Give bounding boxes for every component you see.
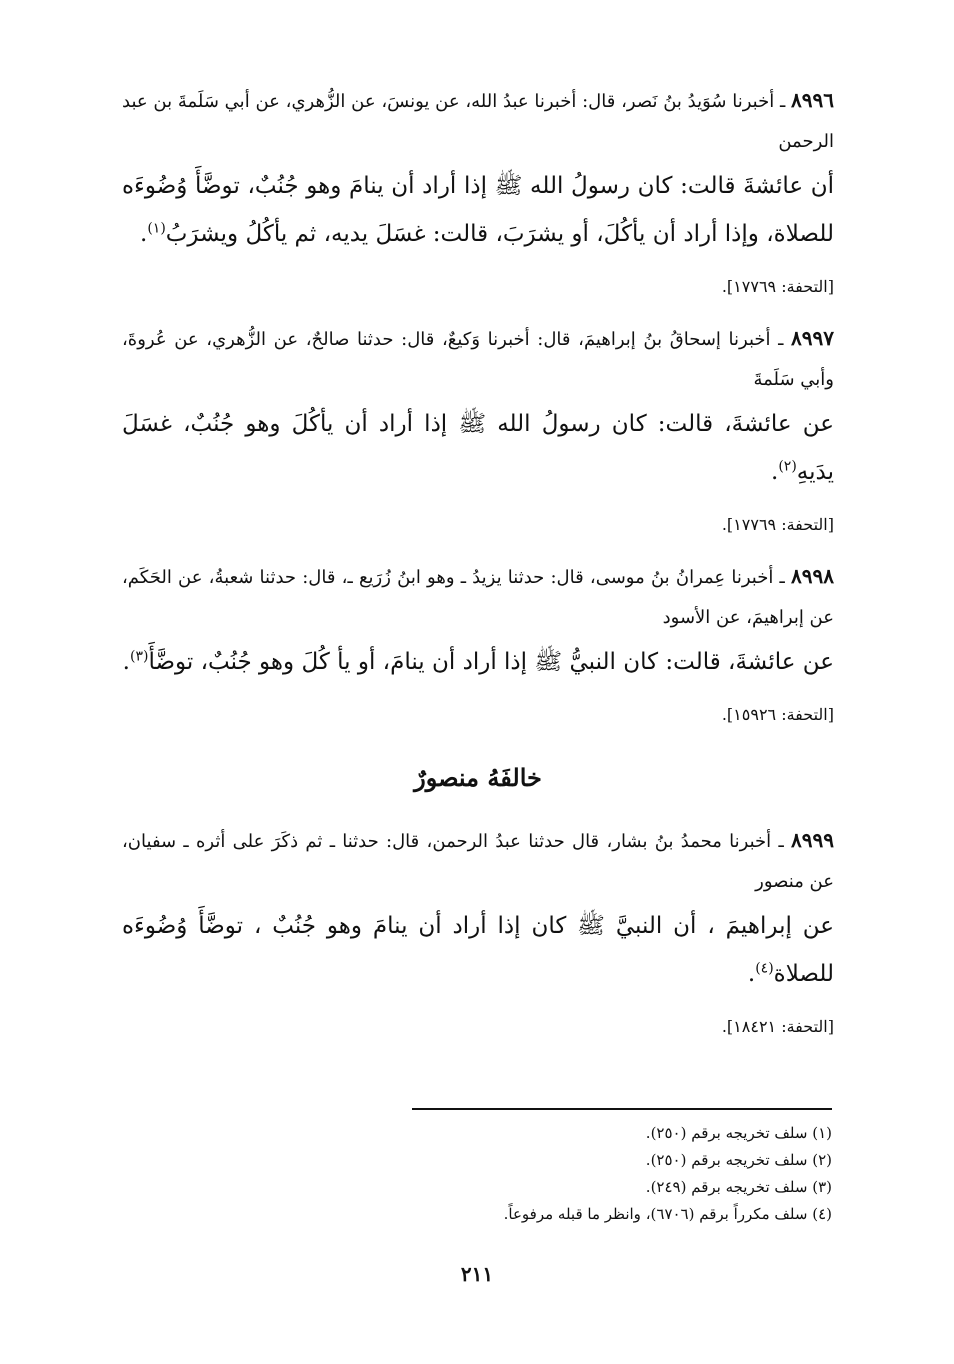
isnad-text: ـ أخبرنا سُوَيدُ بنُ نَصر، قال: أخبرنا عبدُ الله، عن يونسَ، عن الزُّهري، عن أبي سَلَمةَ بن عبد الرحمن	[122, 91, 834, 152]
footnote-2: (٢) سلف تخريجه برقم (٢٥٠).	[645, 1151, 832, 1169]
hadith-number: ٨٩٩٩	[791, 828, 834, 852]
footnote-ref: (٤)	[755, 960, 774, 977]
hadith-8997	[122, 318, 834, 540]
hadith-number: ٨٩٩٨	[791, 564, 834, 588]
hadith-number: ٨٩٩٧	[791, 326, 834, 350]
hadith-matn: أن عائشةَ قالت: كان رسولُ الله ﷺ إذا أراد أن ينامَ وهو جُنُبٌ، توضَّأَ وُضُوءَه للصلاة، وإذا أراد أن يأكُلَ، أو يشرَبَ، قالت: غسَلَ يديه، ثم يأكُلُ ويشرَبُ$^{(١)}$.	[122, 173, 834, 247]
page-number: ٢١١	[460, 1262, 494, 1286]
footnote-ref: (٢)	[778, 458, 797, 475]
matn-text: عن عائشةَ، قالت: كان رسولُ الله ﷺ إذا أراد أن يأكُلَ وهو جُنُبٌ، غسَلَ يدَيهِ	[122, 411, 834, 485]
hadith-matn: عن إبراهيمَ ، أن النبيَّ ﷺ كان إذا أراد أن ينامَ وهو جُنُبٌ ، توضَّأَ وُضُوءَه للصلاة$^{(٤)}$.	[122, 913, 834, 987]
tuhfa-reference: [التحفة: ١٧٧٦٩].	[721, 277, 834, 296]
hadith-8998	[122, 556, 834, 730]
hadith-matn: عن عائشةَ، قالت: كان النبيُّ ﷺ إذا أراد أن ينامَ، أو يأ كُلَ وهو جُنُبٌ، توضَّأَ$^{(٣)}$.	[122, 648, 834, 675]
footnote-ref: (١)	[147, 220, 166, 237]
hadith-isnad	[122, 820, 834, 902]
matn-text: عن عائشةَ، قالت: كان النبيُّ ﷺ إذا أراد أن ينامَ، أو يأ كُلَ وهو جُنُبٌ، توضَّأَ	[148, 649, 834, 675]
tuhfa-reference: [التحفة: ١٧٧٦٩].	[721, 515, 834, 534]
footnotes	[412, 1108, 832, 1228]
footnote-1: (١) سلف تخريجه برقم (٢٥٠).	[645, 1124, 832, 1142]
matn-text: عن إبراهيمَ ، أن النبيَّ ﷺ كان إذا أراد أن ينامَ وهو جُنُبٌ ، توضَّأَ وُضُوءَه للصلاة	[122, 913, 834, 987]
page-body	[122, 80, 834, 1058]
section-heading: خالفَهُ منصورٌ	[414, 763, 542, 792]
hadith-matn: عن عائشةَ، قالت: كان رسولُ الله ﷺ إذا أراد أن يأكُلَ وهو جُنُبٌ، غسَلَ يدَيهِ$^{(٢)}$.	[122, 411, 834, 485]
footnote-4: (٤) سلف مكرراً برقم (٦٧٠٦)، وانظر ما قبله مرفوعاً.	[503, 1205, 832, 1223]
isnad-text: ـ أخبرنا إسحاقُ بنُ إبراهيمَ، قال: أخبرنا وَكيعٌ، قال: حدثنا صالحٌ، عن الزُّهري، عن عُروةَ، وأبي سَلَمةَ	[122, 329, 834, 390]
hadith-number: ٨٩٩٦	[791, 88, 835, 112]
footnote-3: (٣) سلف تخريجه برقم (٢٤٩).	[645, 1178, 832, 1196]
tuhfa-reference: [التحفة: ١٥٩٢٦].	[721, 705, 834, 724]
hadith-isnad	[122, 80, 834, 162]
matn-text: أن عائشةَ قالت: كان رسولُ الله ﷺ إذا أراد أن ينامَ وهو جُنُبٌ، توضَّأَ وُضُوءَه للصلاة، وإذا أراد أن يأكُلَ، أو يشرَبَ، قالت: غسَلَ يديه، ثم يأكُلُ ويشرَبُ	[122, 173, 834, 247]
hadith-8999	[122, 820, 834, 1042]
tuhfa-reference: [التحفة: ١٨٤٢١].	[721, 1017, 834, 1036]
footnote-ref: (٣)	[129, 648, 149, 665]
hadith-8996	[122, 80, 834, 302]
hadith-isnad	[122, 318, 834, 400]
hadith-isnad	[122, 556, 834, 638]
isnad-text: ـ أخبرنا محمدُ بنُ بشار، قال حدثنا عبدُ الرحمن، قال: حدثنا ـ ثم ذكَرَ على أثره ـ سفيان، عن منصور	[122, 831, 834, 892]
isnad-text: ـ أخبرنا عِمرانُ بنُ موسى، قال: حدثنا يزيدُ ـ وهو ابنُ زُرَيع ـ، قال: حدثنا شعبةُ، عن الحَكَم، عن إبراهيمَ، عن الأسود	[122, 567, 834, 628]
